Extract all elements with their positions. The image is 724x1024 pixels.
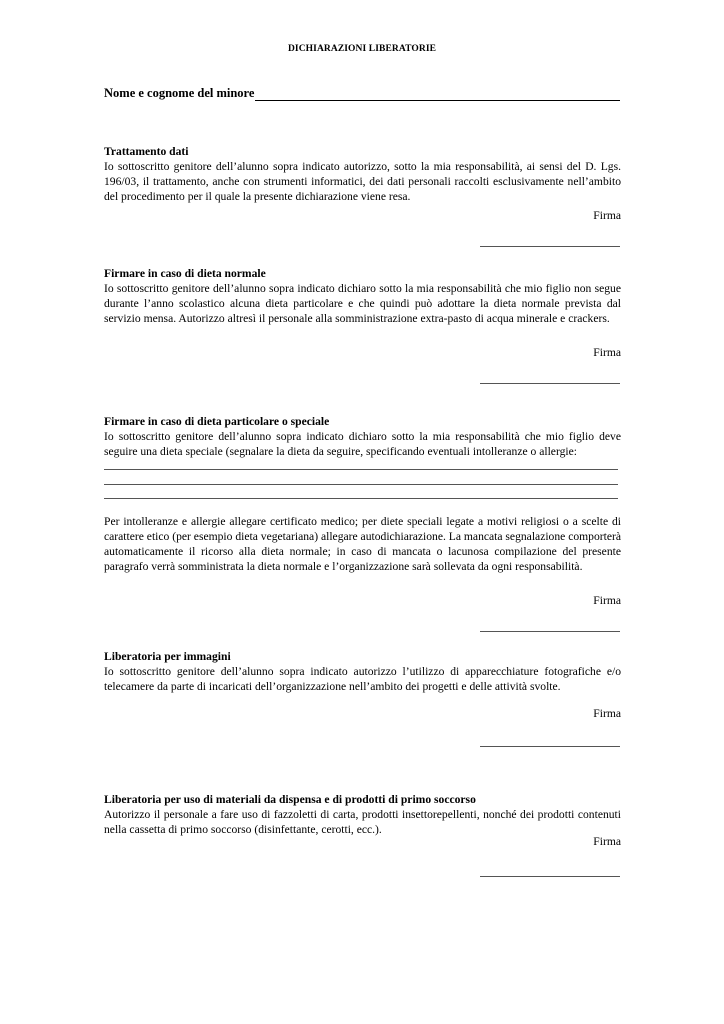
diet-fill-line[interactable] [104,498,618,499]
signature-label: Firma [593,707,621,720]
section-body: Io sottoscritto genitore dell’alunno sopra indicato dichiaro sotto la mia responsabilità che mio figlio deve seguire una dieta speciale (segnalare la dieta da seguire, specificando eventuali intolleranze o allergie: [104,430,621,458]
signature-line[interactable] [480,876,620,877]
minor-name-field [104,86,620,101]
section-heading: Trattamento dati [104,145,189,158]
section-heading: Liberatoria per immagini [104,650,231,663]
diet-note [104,514,621,574]
section-trattamento-dati [104,144,621,204]
minor-name-blank-line[interactable] [255,90,620,101]
document-title: DICHIARAZIONI LIBERATORIE [287,44,437,54]
signature-line[interactable] [480,631,620,632]
section-body: Io sottoscritto genitore dell’alunno sopra indicato autorizzo l’utilizzo di apparecchiature fotografiche e/o telecamere da parte di incaricati dell’organizzazione nell’ambito dei progetti e delle attività svolte. [104,665,621,693]
signature-label: Firma [593,346,621,359]
section-heading: Firmare in caso di dieta normale [104,267,266,280]
section-dieta-normale [104,266,621,326]
diet-note-text: Per intolleranze e allergie allegare certificato medico; per diete speciali legate a motivi religiosi o a scelte di carattere etico (per esempio dieta vegetariana) allegare autodichiarazione. La mancata segnalazione comporterà automaticamente il ricorso alla dieta normale; in caso di mancata o lacunosa compilazione del presente paragrafo verrà somministrata la dieta normale e l’organizzazione sarà sollevata da ogni responsabilità. [104,515,621,573]
minor-name-label: Nome e cognome del minore [104,86,255,100]
section-heading: Liberatoria per uso di materiali da dispensa e di prodotti di primo soccorso [104,793,476,806]
diet-fill-line[interactable] [104,469,618,470]
signature-label: Firma [593,594,621,607]
section-primo-soccorso [104,792,621,837]
signature-line[interactable] [480,383,620,384]
signature-line[interactable] [480,246,620,247]
section-liberatoria-immagini [104,649,621,694]
diet-fill-line[interactable] [104,484,618,485]
section-body: Io sottoscritto genitore dell’alunno sopra indicato dichiaro sotto la mia responsabilità che mio figlio non segue durante l’anno scolastico alcuna dieta particolare e che quindi può adottare la dieta normale prevista dal servizio mensa. Autorizzo altresì il personale alla somministrazione extra-pasto di acqua minerale e crackers. [104,282,621,325]
signature-line[interactable] [480,746,620,747]
section-body: Autorizzo il personale a fare uso di fazzoletti di carta, prodotti insettorepellenti, nonché dei prodotti contenuti nella cassetta di primo soccorso (disinfettante, cerotti, ecc.). [104,808,621,836]
section-body: Io sottoscritto genitore dell’alunno sopra indicato autorizzo, sotto la mia responsabilità, ai sensi del D. Lgs. 196/03, il trattamento, anche con strumenti informatici, dei dati personali raccolti esclusivamente nell’ambito del procedimento per il quale la presente dichiarazione viene resa. [104,160,621,203]
signature-label: Firma [593,209,621,222]
section-heading: Firmare in caso di dieta particolare o speciale [104,415,330,428]
signature-label: Firma [593,835,621,848]
section-dieta-speciale [104,414,621,459]
